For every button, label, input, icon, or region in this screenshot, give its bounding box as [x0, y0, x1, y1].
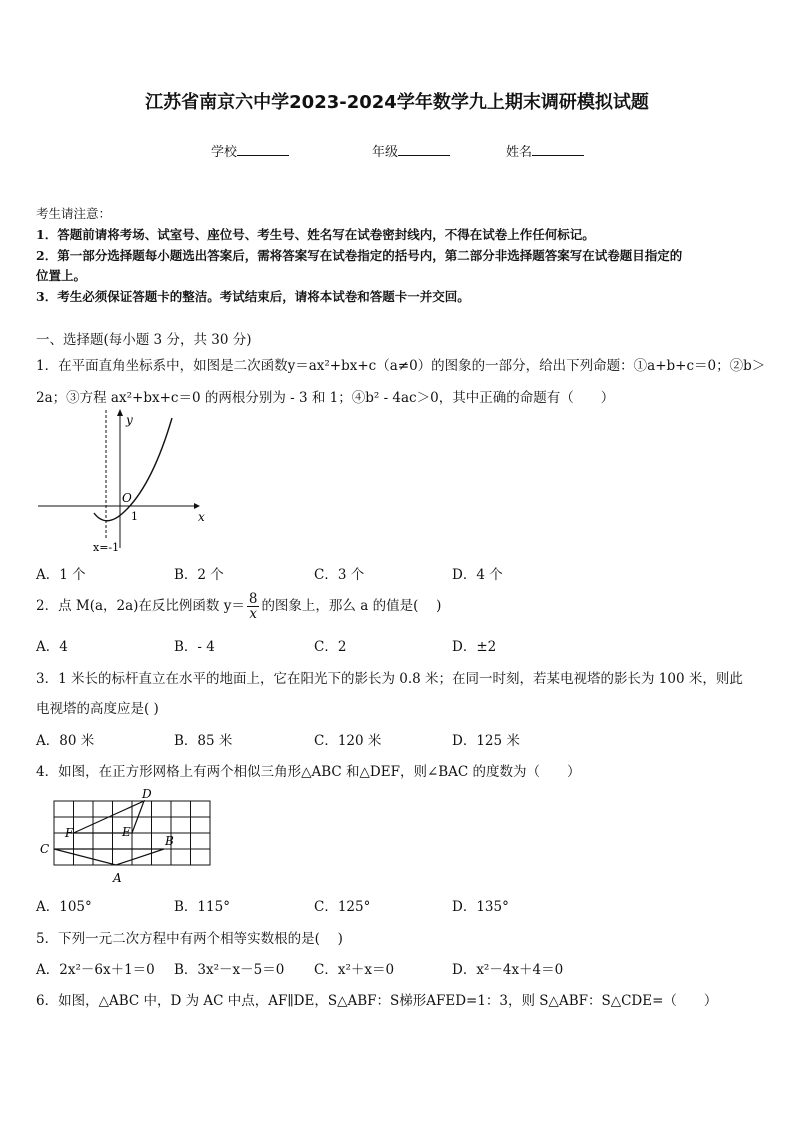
q5-option-c: C．x²＋x＝0: [314, 962, 395, 978]
q2-option-c: C．2: [314, 639, 347, 655]
grade-blank: [398, 143, 450, 156]
q1-option-a: A．1 个: [36, 567, 86, 583]
q2-option-b: B．- 4: [174, 639, 215, 655]
q3-option-b: B．85 米: [174, 733, 233, 749]
name-field: [506, 141, 584, 160]
grade-label: 年级: [372, 145, 399, 160]
q2-text-after: 的图象上，那么 a 的值是( ): [261, 598, 442, 614]
q1-option-d: D．4 个: [452, 567, 503, 583]
school-blank: [237, 143, 289, 156]
grade-field: [372, 141, 450, 160]
q4-grid-figure: [36, 786, 216, 886]
label-b: B: [165, 834, 174, 848]
q3-option-a: A．80 米: [36, 733, 95, 749]
q1-text-line1: 1．在平面直角坐标系中，如图是二次函数y＝ax²+bx+c（a≠0）的图象的一部分，给出下列命题：①a+b+c＝0；②b＞: [36, 358, 766, 374]
q3-option-c: C．120 米: [314, 733, 382, 749]
section-title: 一、选择题(每小题 3 分，共 30 分): [36, 332, 252, 348]
x-label: x: [198, 510, 205, 524]
notice-item: 1．答题前请将考场、试室号、座位号、考生号、姓名写在试卷密封线内，不得在试卷上作任何标记。: [36, 227, 595, 242]
q2-numerator: 8: [248, 591, 258, 607]
q1-option-c: C．3 个: [314, 567, 365, 583]
school-label: 学校: [211, 145, 238, 160]
q3-text-line2: 电视塔的高度应是( ): [36, 701, 159, 717]
tick-label-1: 1: [131, 510, 138, 523]
q1-option-b: B．2 个: [174, 567, 224, 583]
notice-heading: 考生请注意：: [36, 206, 112, 221]
label-a: A: [113, 871, 122, 885]
q5-option-b: B．3x²－x－5＝0: [174, 962, 285, 978]
notice-item: 2．第一部分选择题每小题选出答案后，需将答案写在试卷指定的括号内，第二部分非选择题答案写在试卷题目指定的: [36, 248, 683, 263]
y-arrow-icon: [117, 409, 123, 416]
q5-text-line1: 5．下列一元二次方程中有两个相等实数根的是( ): [36, 931, 343, 947]
name-blank: [532, 143, 584, 156]
q2-option-a: A．4: [36, 639, 68, 655]
q6-text-line1: 6．如图，△ABC 中，D 为 AC 中点，AF∥DE，S△ABF：S梯形AFED=1：3，则 S△ABF：S△CDE=（ ）: [36, 993, 718, 1009]
q3-text-line1: 3．1 米长的标杆直立在水平的地面上，它在阳光下的影长为 0.8 米；在同一时刻，若某电视塔的影长为 100 米，则此: [36, 671, 743, 687]
q4-option-b: B．115°: [174, 899, 230, 915]
q2-text: [36, 592, 441, 621]
q4-text-line1: 4．如图，在正方形网格上有两个相似三角形△ABC 和△DEF，则∠BAC 的度数为（ ）: [36, 764, 581, 780]
q3-option-d: D．125 米: [452, 733, 520, 749]
page-title: 江苏省南京六中学2023-2024学年数学九上期末调研模拟试题: [145, 92, 649, 113]
notice-item: 位置上。: [36, 268, 87, 283]
notice-item: 3．考生必须保证答题卡的整洁。考试结束后，请将本试卷和答题卡一并交回。: [36, 289, 470, 304]
q1-text-line2: 2a；③方程 ax²+bx+c＝0 的两根分别为 - 3 和 1；④b² - 4ac＞0，其中正确的命题有（ ）: [36, 390, 615, 406]
x-arrow-icon: [194, 503, 200, 509]
q5-option-a: A．2x²－6x＋1＝0: [36, 962, 155, 978]
origin-label: O: [122, 491, 132, 505]
q4-option-d: D．135°: [452, 899, 509, 915]
q1-parabola-graph: [34, 408, 204, 558]
q2-denominator: x: [249, 606, 257, 622]
q4-option-c: C．125°: [314, 899, 371, 915]
label-f: F: [65, 826, 74, 840]
q5-option-d: D．x²－4x＋4＝0: [452, 962, 564, 978]
label-c: C: [40, 842, 50, 856]
triangle-abc: [54, 849, 164, 865]
y-label: y: [126, 413, 133, 427]
school-field: [211, 141, 289, 160]
q4-option-a: A．105°: [36, 899, 92, 915]
name-label: 姓名: [506, 145, 533, 160]
q2-fraction: [247, 592, 260, 621]
q2-option-d: D．±2: [452, 639, 497, 655]
symmetry-axis-label: x=-1: [93, 541, 120, 554]
q2-text-before: 2．点 M(a，2a)在反比例函数 y＝: [36, 598, 245, 614]
label-e: E: [122, 825, 131, 839]
label-d: D: [142, 787, 152, 801]
